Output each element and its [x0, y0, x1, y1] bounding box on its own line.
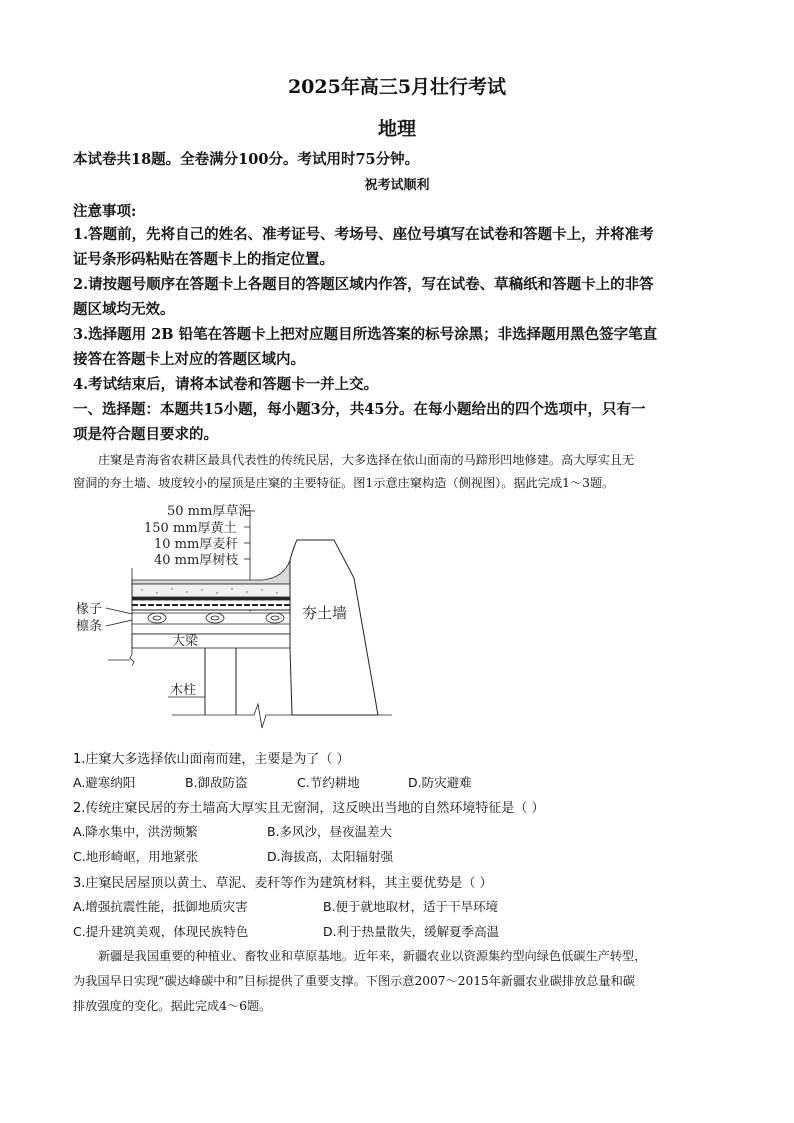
- q1-option-d[interactable]: D.防灾避难: [408, 775, 472, 790]
- q2-option-a[interactable]: A.降水集中，洪涝频繁: [73, 824, 198, 839]
- note-line: 4.考试结束后，请将本试卷和答题卡一并上交。: [73, 376, 379, 393]
- subject-title: 地理: [377, 118, 416, 140]
- note-line: 题区域均无效。: [73, 301, 175, 318]
- exam-title: 2025年高三5月壮行考试: [287, 76, 507, 98]
- question-2-stem: 2.传统庄窠民居的夯土墙高大厚实且无窗洞，这反映出当地的自然环境特征是（ ）: [73, 801, 545, 816]
- q1-option-a[interactable]: A.避寒纳阳: [73, 775, 136, 790]
- q2-option-b[interactable]: B.多风沙，昼夜温差大: [267, 824, 393, 839]
- q2-option-d[interactable]: D.海拔高，太阳辐射强: [267, 849, 394, 864]
- q3-option-a[interactable]: A.增强抗震性能，抵御地质灾害: [73, 899, 248, 914]
- q2-option-c[interactable]: C.地形崎岖，用地紧张: [73, 849, 199, 864]
- q3-option-c[interactable]: C.提升建筑美观，体现民族特色: [73, 924, 249, 939]
- section-heading-cont: 项是符合题目要求的。: [73, 426, 218, 443]
- good-luck-text: 祝考试顺利: [364, 178, 430, 193]
- wall-label: 夯土墙: [302, 604, 348, 622]
- question-1-stem: 1.庄窠大多选择依山面南而建，主要是为了（ ）: [73, 752, 350, 767]
- layer-label-loess: 150 mm厚黄土: [144, 521, 237, 536]
- q1-option-b[interactable]: B.御敌防盗: [185, 775, 248, 790]
- passage-line: 庄窠是青海省农耕区最具代表性的传统民居，大多选择在依山面南的马蹄形凹地修建。高大厚实且无: [98, 453, 635, 467]
- loess-layer: [132, 584, 292, 597]
- section-heading: 一、选择题：本题共15小题，每小题3分，共45分。在每小题给出的四个选项中，只有一: [73, 401, 646, 418]
- purlin-logs: [148, 613, 284, 623]
- main-beam: [132, 634, 292, 648]
- note-line: 1.答题前，先将自己的姓名、准考证号、考场号、座位号填写在试卷和答题卡上，并将准考: [73, 226, 654, 243]
- purlin-label: 檩条: [76, 619, 103, 634]
- passage-line: 窗洞的夯土墙、坡度较小的屋顶是庄窠的主要特征。图1示意庄窠构造（侧视图）。据此完成1～3题。: [73, 476, 615, 490]
- passage2-line: 为我国早日实现“碳达峰碳中和”目标提供了重要支撑。下图示意2007～2015年新疆农业碳排放总量和碳: [73, 974, 635, 988]
- notes-heading: 注意事项:: [73, 203, 137, 220]
- note-line: 接答在答题卡上对应的答题区域内。: [73, 351, 305, 368]
- note-line: 3.选择题用 2B 铅笔在答题卡上把对应题目所选答案的标号涂黑；非选择题用黑色签字笔直: [73, 326, 658, 343]
- q3-option-d[interactable]: D.利于热量散失，缓解夏季高温: [323, 924, 500, 939]
- zhuangke-structure-diagram: [72, 498, 392, 738]
- q3-option-b[interactable]: B.便于就地取材，适于干旱环境: [323, 899, 499, 914]
- note-line: 2.请按题号顺序在答题卡上各题目的答题区域内作答，写在试卷、草稿纸和答题卡上的非答: [73, 276, 654, 293]
- layer-label-grass-mud: 50 mm厚草泥: [167, 504, 252, 519]
- rafter-label: 椽子: [76, 602, 103, 617]
- wheat-straw-layer: [132, 597, 292, 600]
- note-line: 证号条形码粘贴在答题卡上的指定位置。: [73, 251, 334, 268]
- rammed-earth-wall: [290, 540, 378, 715]
- question-3-stem: 3.庄窠民居屋顶以黄土、草泥、麦秆等作为建筑材料，其主要优势是（ ）: [73, 876, 493, 891]
- beam-label: 大梁: [172, 634, 199, 649]
- layer-label-wheat-straw: 10 mm厚麦秆: [154, 537, 239, 552]
- column-label: 木柱: [170, 683, 197, 698]
- passage2-line: 排放强度的变化。据此完成4～6题。: [73, 999, 272, 1013]
- passage2-line: 新疆是我国重要的种植业、畜牧业和草原基地。近年来，新疆农业以资源集约型向绿色低碳生产转型，: [98, 949, 647, 963]
- q1-option-c[interactable]: C.节约耕地: [297, 775, 360, 790]
- exam-info: 本试卷共18题。全卷满分100分。考试用时75分钟。: [73, 151, 420, 168]
- layer-label-branches: 40 mm厚树枝: [154, 553, 239, 568]
